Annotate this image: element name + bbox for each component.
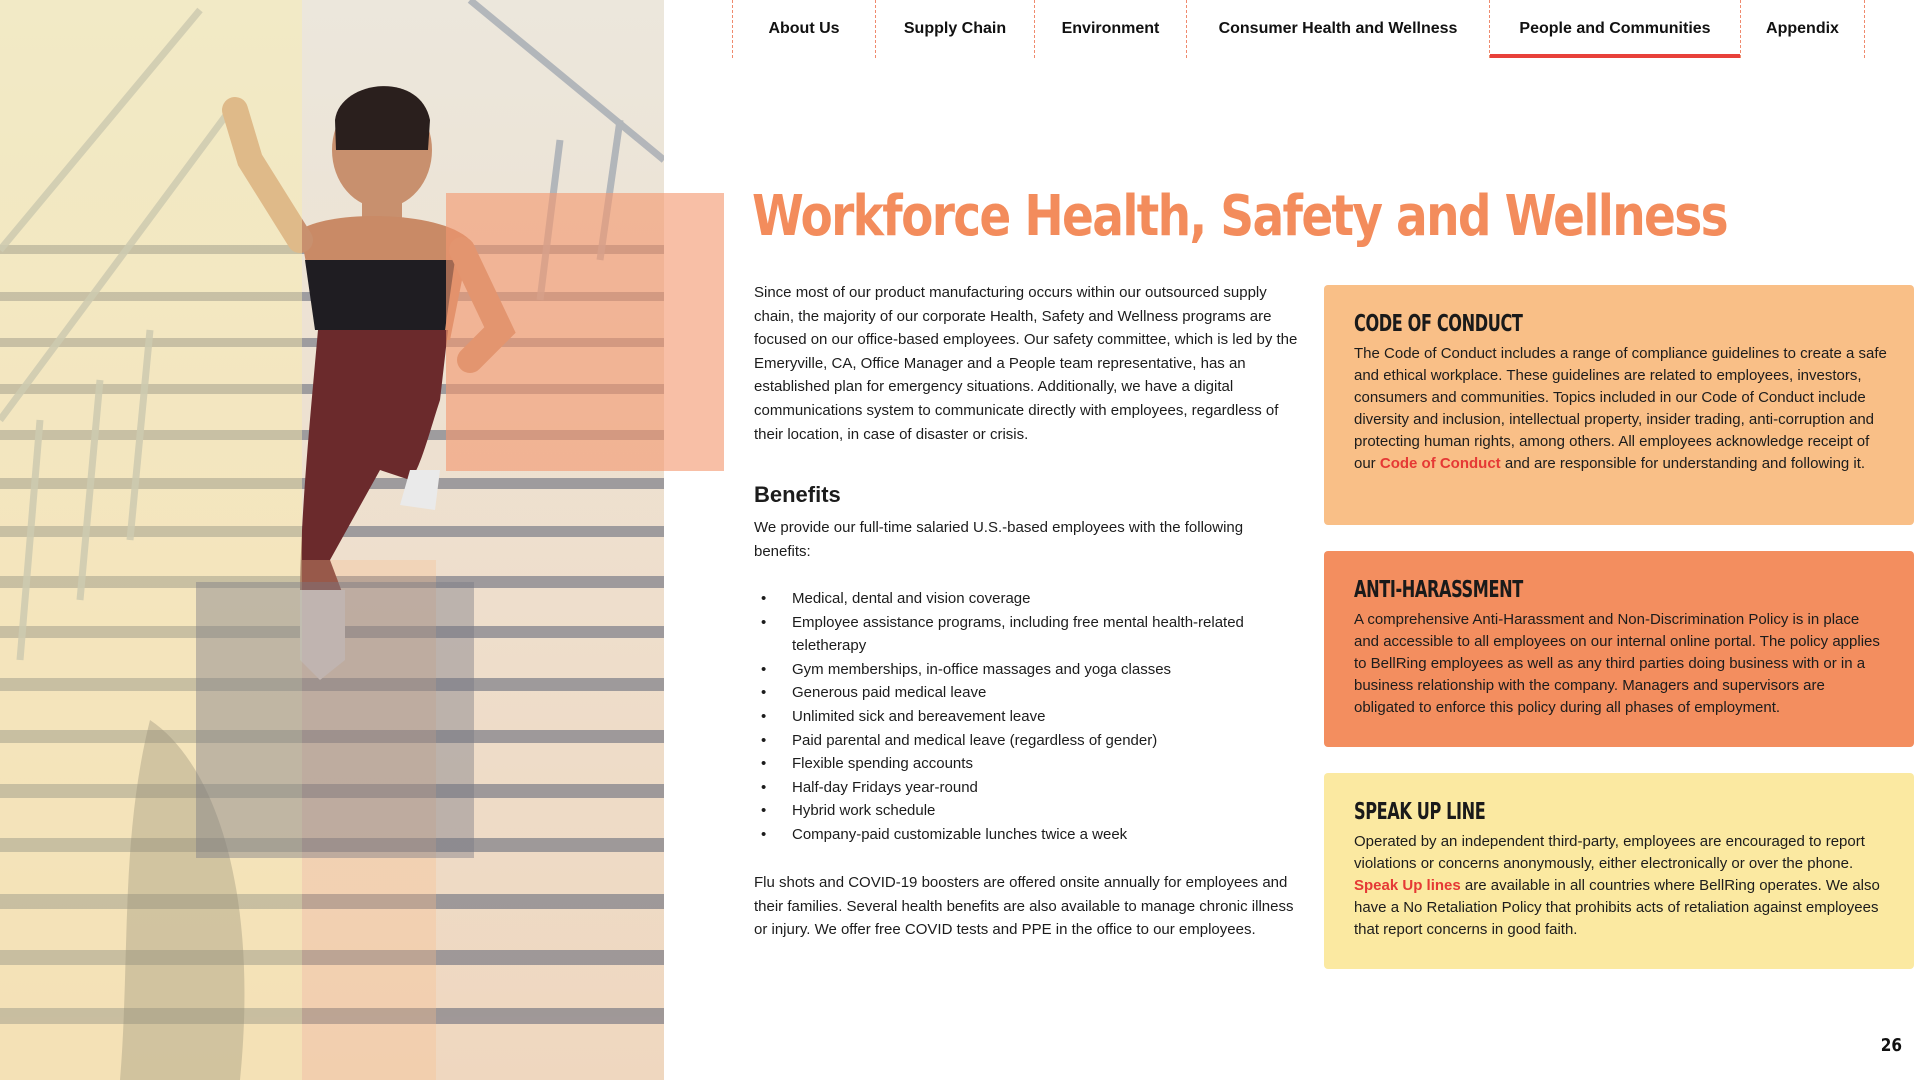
tab-people-communities[interactable]: People and Communities: [1490, 0, 1741, 58]
benefits-intro: We provide our full-time salaried U.S.-based employees with the following benefits:: [754, 519, 1244, 560]
tab-appendix[interactable]: Appendix: [1741, 0, 1865, 58]
code-of-conduct-text: [1354, 343, 1888, 475]
benefit-item: • Employee assistance programs, including free mental health-related teletherapy: [754, 611, 1274, 658]
benefit-item: • Gym memberships, in-office massages and yoga classes: [754, 658, 1274, 682]
gray-tint-overlay: [196, 582, 474, 858]
anti-harassment-title: ANTI-HARASSMENT: [1354, 577, 1523, 603]
speak-up-line-card: [1324, 773, 1914, 969]
tab-consumer-health[interactable]: Consumer Health and Wellness: [1187, 0, 1490, 58]
code-of-conduct-card: [1324, 285, 1914, 525]
benefit-item: • Flexible spending accounts: [754, 752, 1274, 776]
benefit-item: • Half-day Fridays year-round: [754, 776, 1274, 800]
benefit-item: • Paid parental and medical leave (regardless of gender): [754, 729, 1274, 753]
code-of-conduct-text-end: and are responsible for understanding and following it.: [1500, 455, 1866, 472]
benefit-item: • Company-paid customizable lunches twice a week: [754, 823, 1274, 847]
tab-supply-chain[interactable]: Supply Chain: [876, 0, 1035, 58]
page-number: 26: [1880, 1035, 1902, 1056]
page-title: Workforce Health, Safety and Wellness: [752, 184, 1727, 249]
anti-harassment-card: [1324, 551, 1914, 747]
code-of-conduct-link[interactable]: Code of Conduct: [1379, 455, 1501, 472]
speak-up-line-text: [1354, 831, 1888, 941]
benefit-item: • Medical, dental and vision coverage: [754, 587, 1274, 611]
code-of-conduct-title: CODE OF CONDUCT: [1354, 311, 1523, 337]
speak-up-line-title: SPEAK UP LINE: [1354, 799, 1486, 825]
benefits-list: [754, 587, 1274, 847]
yellow-tint-overlay: [0, 0, 302, 1080]
peach-accent-block: [446, 193, 724, 471]
hero-photo: [0, 0, 664, 1080]
section-nav: [732, 0, 1865, 58]
speak-up-lines-link[interactable]: Speak Up lines: [1354, 877, 1461, 894]
benefit-item: • Generous paid medical leave: [754, 681, 1274, 705]
anti-harassment-text: A comprehensive Anti-Harassment and Non-Discrimination Policy is in place and accessible to all employees on our internal online portal. The policy applies to BellRing employees as well as any third parties doing business with or in a business relationship with the company. Managers and supervisors are obligated to enforce this policy during all phases of employment.: [1354, 611, 1880, 716]
benefit-item: • Unlimited sick and bereavement leave: [754, 705, 1274, 729]
speak-up-text-end: are available in all countries where BellRing operates. We also have a No Retaliation Policy that prohibits acts of retaliation against employees that report concerns in good faith.: [1354, 877, 1880, 938]
closing-paragraph: Flu shots and COVID-19 boosters are offered onsite annually for employees and their families. Several health benefits are also available to manage chronic illness or injury. We offer free COVID tests and PPE in the office to our employees.: [754, 874, 1294, 939]
tab-environment[interactable]: Environment: [1035, 0, 1187, 58]
code-of-conduct-text-start: The Code of Conduct includes a range of compliance guidelines to create a safe and ethical workplace. These guidelines are related to employees, investors, consumers and communities. Topics included in our Code of Conduct include diversity and inclusion, intellectual property, insider trading, anti-corruption and protecting human rights, among others. All employees acknowledge receipt of our: [1354, 345, 1887, 472]
tab-about-us[interactable]: About Us: [732, 0, 876, 58]
speak-up-text-start: Operated by an independent third-party, employees are encouraged to report violations or concerns anonymously, either electronically or over the phone.: [1354, 833, 1865, 872]
benefits-heading: Benefits: [754, 482, 841, 507]
benefit-item: • Hybrid work schedule: [754, 799, 1274, 823]
intro-paragraph: Since most of our product manufacturing occurs within our outsourced supply chain, the majority of our corporate Health, Safety and Wellness programs are focused on our office-based employees. Our safety committee, which is led by the Emeryville, CA, Office Manager and a People team representative, has an established plan for emergency situations. Additionally, we have a digital communications system to communicate directly with employees, regardless of their location, in case of disaster or crisis.: [754, 284, 1298, 443]
